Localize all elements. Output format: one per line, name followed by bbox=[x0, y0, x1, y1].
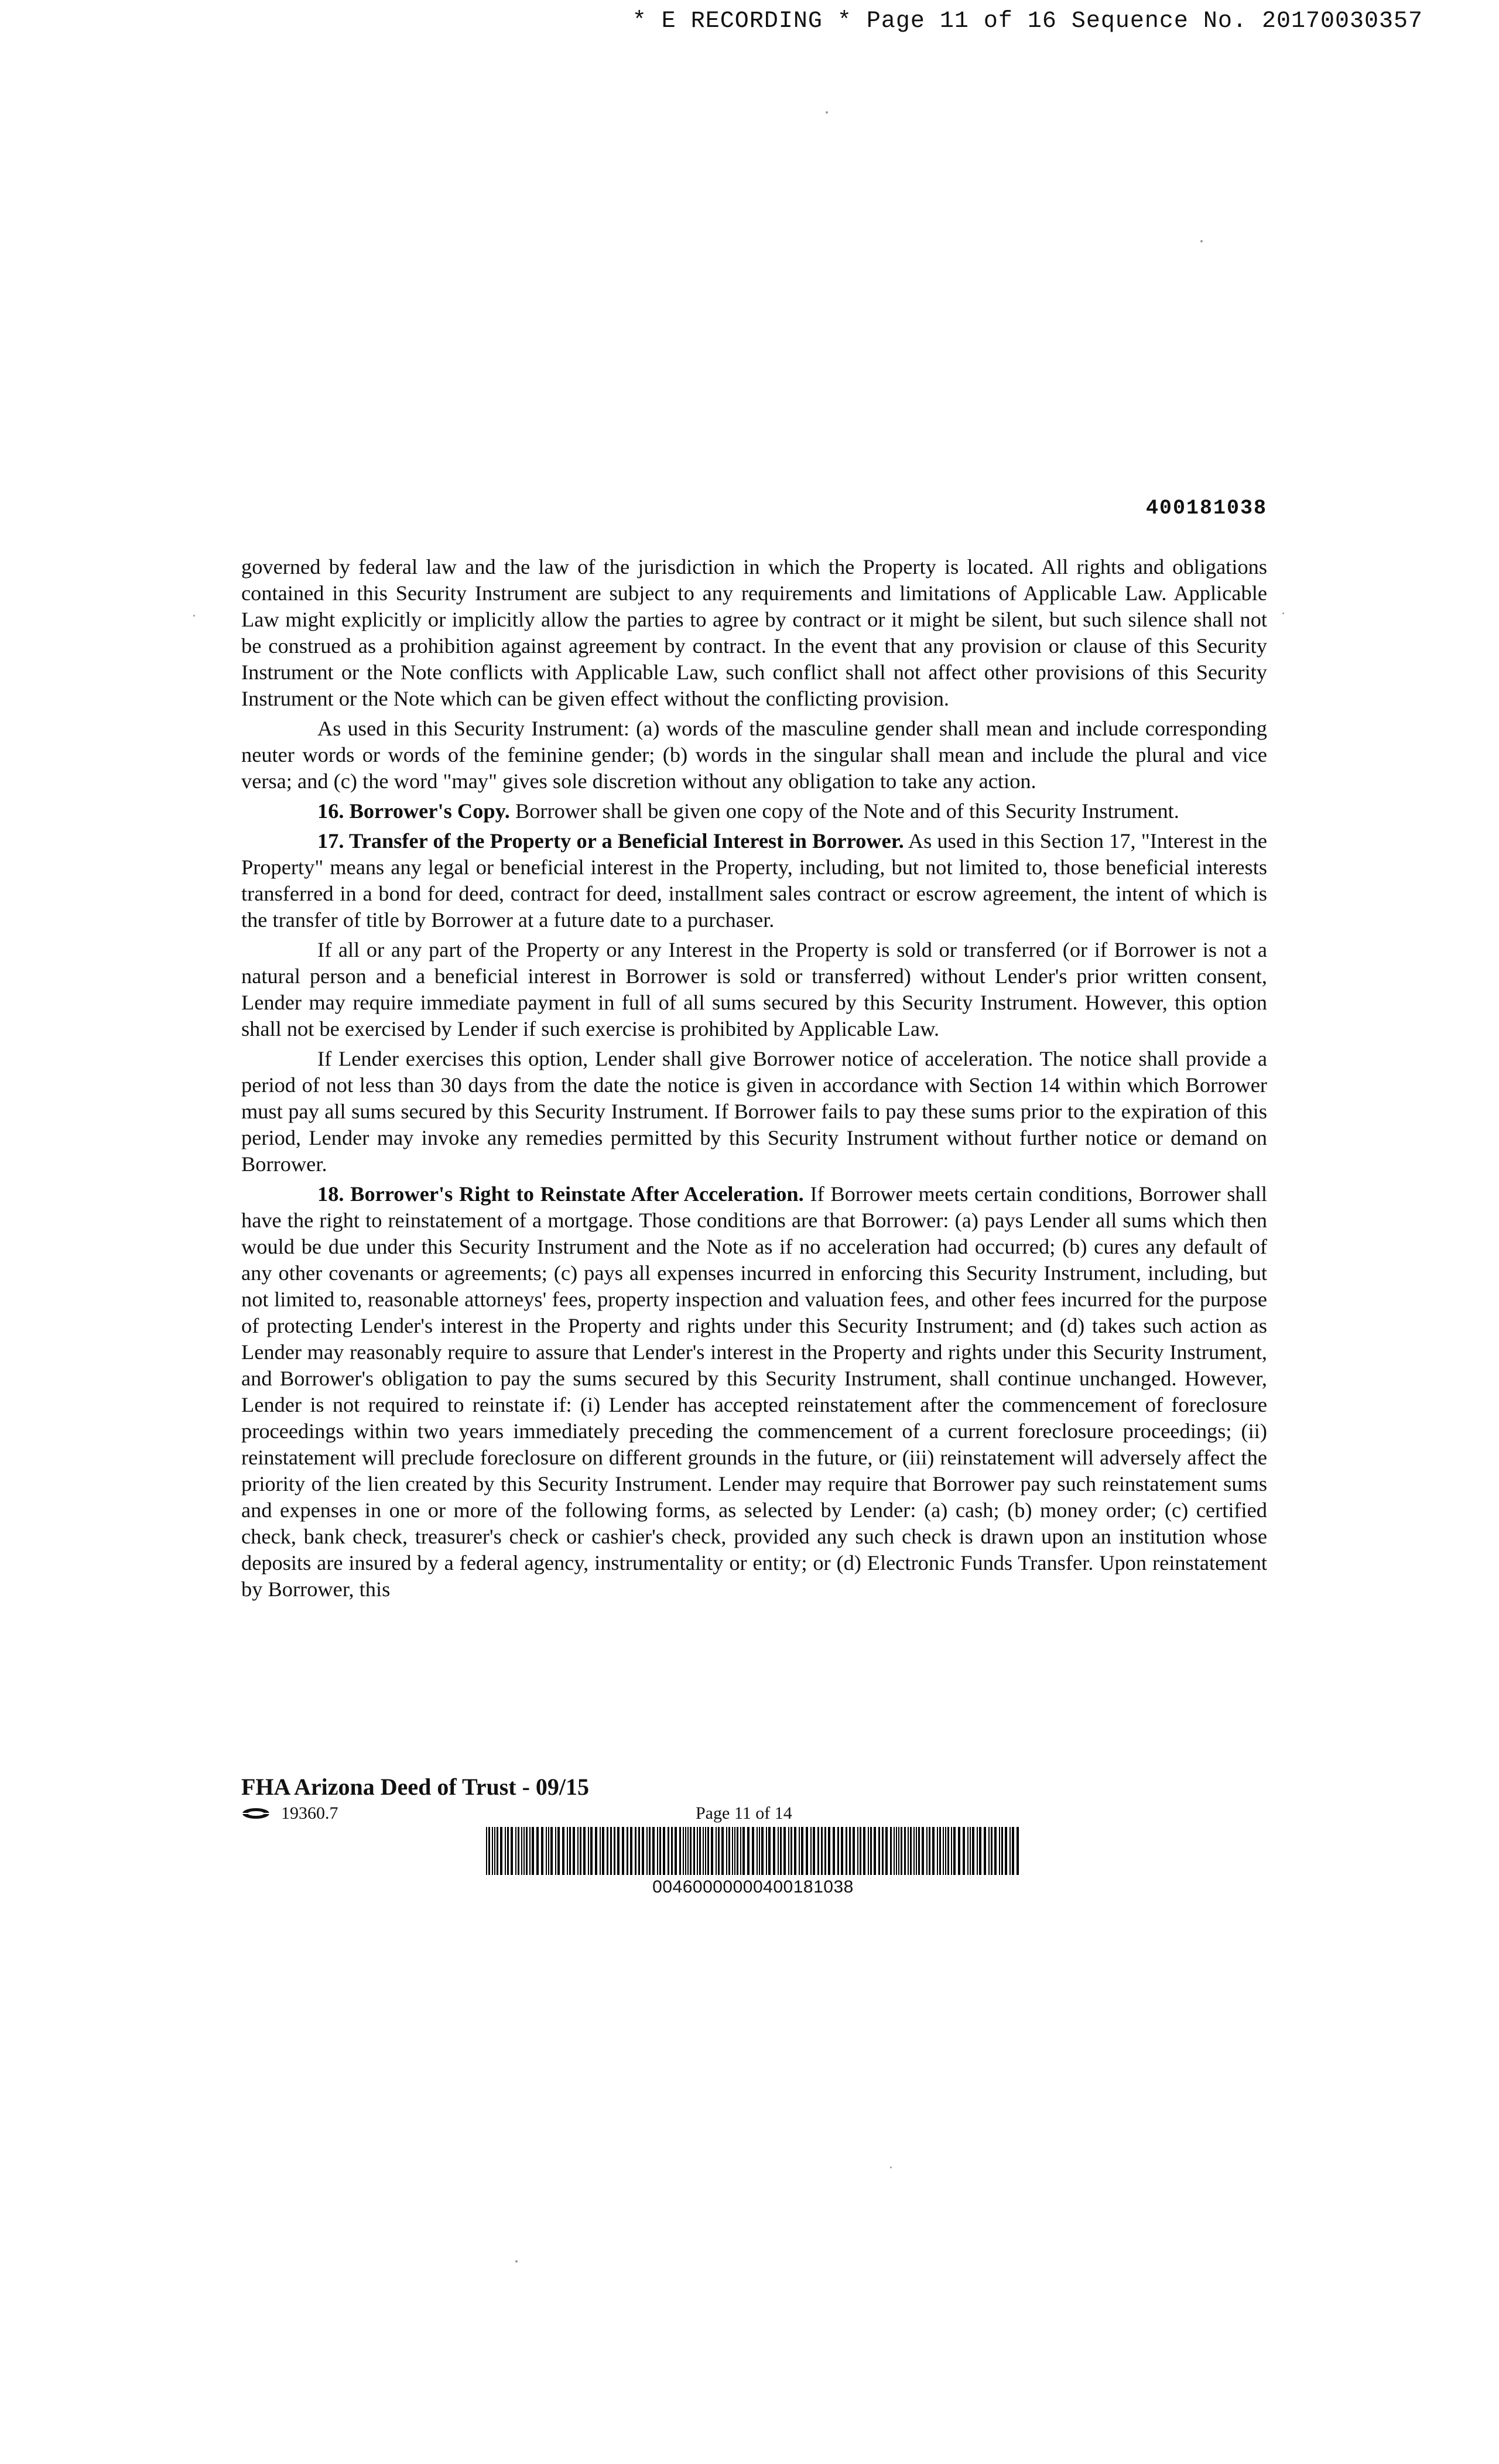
section-18-right-to-reinstate: 18. Borrower's Right to Reinstate After Acceleration. If Borrower meets certain conditions, Borrower shall have the right to reinstatement of a mortgage. Those conditions are that Borrower: (a) pays Lender all sums which then would be due under this Security Instrument and the Note as if no acceleration had occurred; (b) cures any default of any other covenants or agreements; (c) pays all expenses incurred in enforcing this Security Instrument, including, but not limited to, reasonable attorneys' fees, property inspection and valuation fees, and other fees incurred for the purpose of protecting Lender's interest in the Property and rights under this Security Instrument; and (d) takes such action as Lender may reasonably require to assure that Lender's interest in the Property and rights under this Security Instrument, and Borrower's obligation to pay the sums secured by this Security Instrument, shall continue unchanged. However, Lender is not required to reinstate if: (i) Lender has accepted reinstatement after the commencement of foreclosure proceedings within two years immediately preceding the commencement of a current foreclosure proceedings; (ii) reinstatement will preclude foreclosure on different grounds in the future, or (iii) reinstatement will adversely affect the priority of the lien created by this Security Instrument. Lender may require that Borrower pay such reinstatement sums and expenses in one or more of the following forms, as selected by Lender: (a) cash; (b) money order; (c) certified check, bank check, treasurer's check or cashier's check, provided any such check is drawn upon an institution whose deposits are insured by a federal agency, instrumentality or entity; or (d) Electronic Funds Transfer. Upon reinstatement by Borrower, this bbox=[241, 1182, 1267, 1601]
scan-speck bbox=[515, 2260, 518, 2263]
scan-speck bbox=[193, 615, 195, 617]
barcode bbox=[486, 1827, 1020, 1875]
section-heading: 17. Transfer of the Property or a Beneficial Interest in Borrower. bbox=[317, 829, 904, 853]
scan-speck bbox=[826, 111, 828, 114]
loan-number: 400181038 bbox=[1145, 497, 1267, 520]
form-code-number: 19360.7 bbox=[281, 1803, 338, 1823]
section-heading: 18. Borrower's Right to Reinstate After Acceleration. bbox=[317, 1182, 804, 1206]
section-16-borrowers-copy: 16. Borrower's Copy. Borrower shall be given one copy of the Note and of this Security Instrument. bbox=[317, 799, 1179, 823]
document-body bbox=[241, 554, 1267, 1606]
paragraph-notice-of-acceleration: If Lender exercises this option, Lender shall give Borrower notice of acceleration. The notice shall provide a period of not less than 30 days from the date the notice is given in accordance with Section 14 within which Borrower must pay all sums secured by this Security Instrument. If Borrower fails to pay these sums prior to the expiration of this period, Lender may invoke any remedies permitted by this Security Instrument without further notice or demand on Borrower. bbox=[241, 1047, 1267, 1176]
recording-header: * E RECORDING * Page 11 of 16 Sequence No. 20170030357 bbox=[632, 8, 1423, 35]
scan-speck bbox=[1282, 612, 1284, 614]
form-code bbox=[241, 1803, 338, 1823]
scan-speck bbox=[890, 2167, 892, 2168]
page-indicator: Page 11 of 14 bbox=[696, 1803, 792, 1823]
section-heading: 16. Borrower's Copy. bbox=[317, 799, 510, 823]
paragraph-governing-law: governed by federal law and the law of the jurisdiction in which the Property is located. All rights and obligations contained in this Security Instrument are subject to any requirements and limitations of Applicable Law. Applicable Law might explicitly or implicitly allow the parties to agree by contract or it might be silent, but such silence shall not be construed as a prohibition against agreement by contract. In the event that any provision or clause of this Security Instrument or the Note conflicts with Applicable Law, such conflict shall not affect other provisions of this Security Instrument or the Note which can be given effect without the conflicting provision. bbox=[241, 555, 1267, 710]
section-17-transfer-of-property: 17. Transfer of the Property or a Beneficial Interest in Borrower. As used in this Section 17, "Interest in the Property" means any legal or beneficial interest in the Property, including, but not limited to, those beneficial interests transferred in a bond for deed, contract for deed, installment sales contract or escrow agreement, the intent of which is the transfer of title by Borrower at a future date to a purchaser. bbox=[241, 829, 1267, 932]
paragraph-transfer-consent: If all or any part of the Property or any Interest in the Property is sold or transferred (or if Borrower is not a natural person and a beneficial interest in Borrower is sold or transferred) without Lender's prior written consent, Lender may require immediate payment in full of all sums secured by this Security Instrument. However, this option shall not be exercised by Lender if such exercise is prohibited by Applicable Law. bbox=[241, 938, 1267, 1041]
form-title: FHA Arizona Deed of Trust - 09/15 bbox=[241, 1774, 590, 1800]
barcode-number: 00460000000400181038 bbox=[652, 1877, 854, 1897]
paragraph-gender-number: As used in this Security Instrument: (a) words of the masculine gender shall mean and include corresponding neuter words or words of the feminine gender; (b) words in the singular shall mean and include the plural and vice versa; and (c) the word "may" gives sole discretion without any obligation to take any action. bbox=[241, 717, 1267, 793]
publisher-logo-icon bbox=[241, 1807, 271, 1820]
scan-speck bbox=[1200, 240, 1203, 242]
